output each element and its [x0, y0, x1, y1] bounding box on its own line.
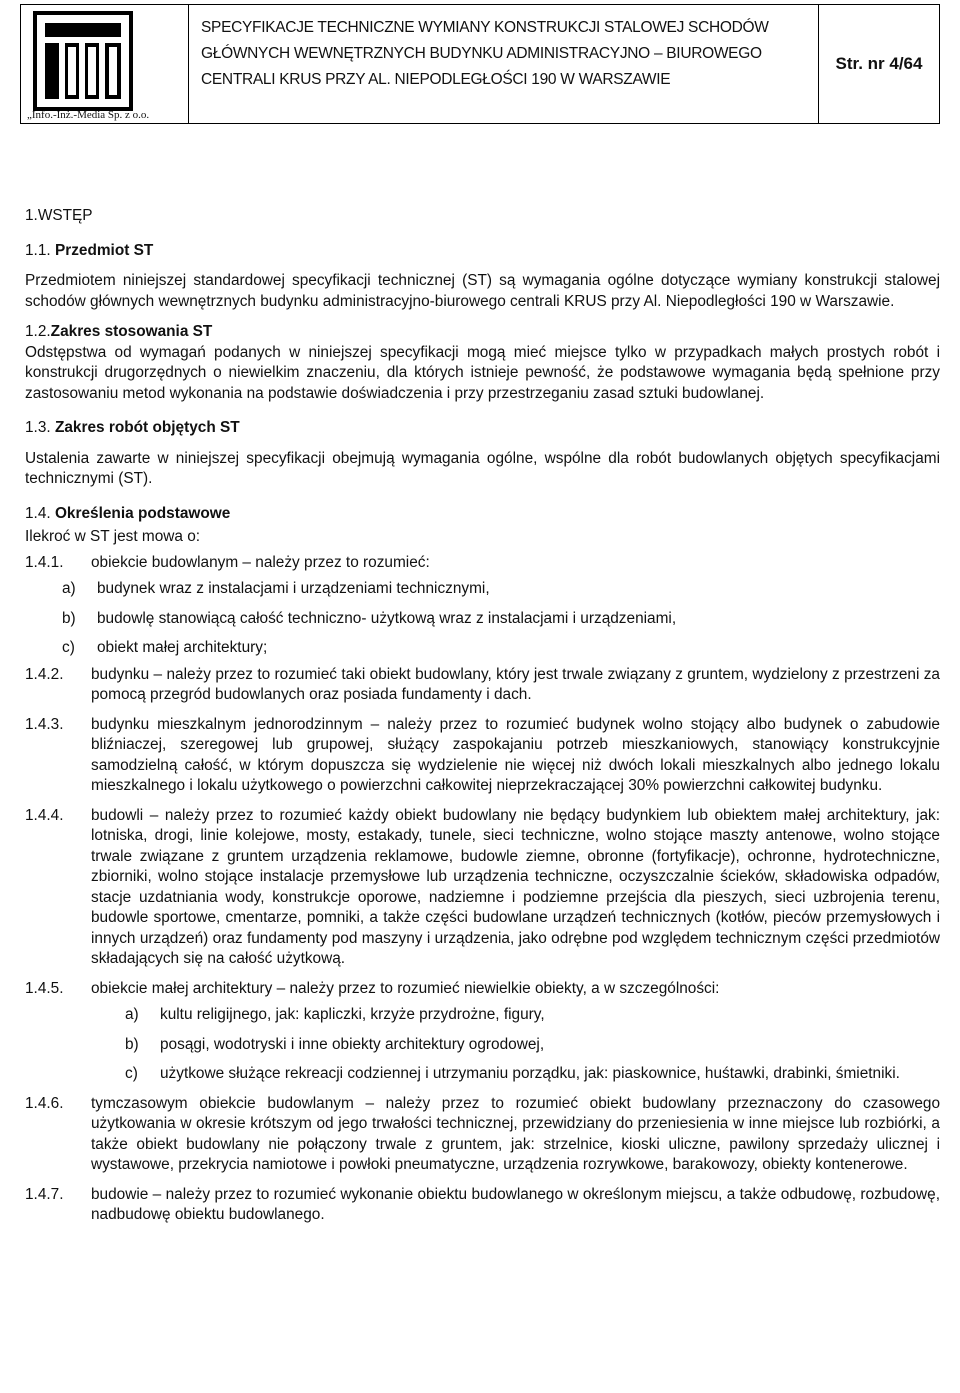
item-number: 1.4.4. — [25, 806, 64, 824]
section-number: 1.3. — [25, 419, 51, 436]
section-1-3-text: Ustalenia zawarte w niniejszej specyfikacji obejmują wymagania ogólne, wspólne dla robót budowlanych objętych specyfikacjami technicznymi (ST). — [25, 449, 940, 487]
definition-1-4-1-a — [62, 579, 940, 600]
item-number: 1.4.2. — [25, 665, 64, 683]
item-letter: b) — [125, 1035, 139, 1053]
item-text: posągi, wodotryski i inne obiekty architektury ogrodowej, — [160, 1035, 545, 1053]
company-name: „Info.-Inż.-Media Sp. z o.o. — [27, 109, 150, 121]
title-line-2: GŁÓWNYCH WEWNĘTRZNYCH BUDYNKU ADMINISTRACYJNO – BIUROWEGO — [201, 45, 762, 62]
item-text: obiekcie małej architektury – należy przez to rozumieć niewielkie obiekty, a w szczególności: — [91, 979, 720, 997]
company-logo — [33, 11, 133, 111]
item-number: 1.4.7. — [25, 1185, 64, 1203]
item-text: budowlę stanowiącą całość techniczno- użytkową wraz z instalacjami i urządzeniami, — [97, 609, 677, 627]
page-number: Str. nr 4/64 — [835, 54, 923, 73]
item-number: 1.4.5. — [25, 979, 64, 997]
definition-1-4-6 — [25, 1094, 940, 1176]
item-letter: a) — [62, 580, 76, 597]
section-1-1-text: Przedmiotem niniejszej standardowej specyfikacji technicznej (ST) są wymagania ogólne dotyczące wymiany konstrukcji stalowej schodów głównych wewnętrznych budynku administracyjno-biurowego centrali KRUS przy Al. Niepodległości 190 w Warszawie. — [25, 272, 940, 310]
section-number: 1.4. — [25, 504, 51, 522]
item-letter: c) — [125, 1065, 138, 1082]
item-text: obiekt małej architektury; — [97, 639, 268, 656]
title-line-3: CENTRALI KRUS PRZY AL. NIEPODLEGŁOŚCI 190 W WARSZAWIE — [201, 71, 671, 88]
title-line-1: SPECYFIKACJE TECHNICZNE WYMIANY KONSTRUKCJI STALOWEJ SCHODÓW — [201, 19, 769, 36]
item-number: 1.4.3. — [25, 715, 64, 733]
section-1-2-heading — [25, 322, 940, 343]
definition-1-4-5-c — [125, 1064, 940, 1085]
item-letter: a) — [125, 1006, 139, 1023]
document-body — [25, 206, 940, 1226]
item-text: budynku – należy przez to rozumieć taki obiekt budowlany, który jest trwale związany z gruntem, wydzielony z przestrzeni za pomocą przegród budowlanych oraz posiada fundamenty i dach. — [91, 665, 940, 703]
item-number: 1.4.6. — [25, 1094, 64, 1112]
definition-1-4-5-b — [125, 1035, 940, 1056]
item-text: kultu religijnego, jak: kapliczki, krzyże przydrożne, figury, — [160, 1006, 545, 1023]
item-text: budynku mieszkalnym jednorodzinnym – należy przez to rozumieć budynek wolno stojący albo budynek o zabudowie bliźniaczej, szeregowej lub grupowej, służący zaspokajaniu potrzeb mieszkaniowych, stanowiący konstrukcyjnie samodzielną całość, w którym dopuszcza się wydzielenie nie więcej niż dwóch lokali mieszkalnych albo jednego lokalu mieszkalnego i lokalu użytkowego o powierzchni całkowitej nieprzekraczającej 30% powierzchni całkowitej budynku. — [91, 715, 940, 794]
section-title: Zakres stosowania ST — [50, 323, 213, 340]
item-letter: b) — [62, 609, 76, 627]
definition-1-4-5 — [25, 979, 940, 1000]
section-1-2-text: Odstępstwa od wymagań podanych w niniejszej specyfikacji mogą mieć miejsce tylko w przypadkach małych prostych robót i konstrukcji drugorzędnych o niewielkim znaczeniu, dla których istnieje pewność, że podstawowe wymagania będą spełnione przy zastosowaniu metod wykonania na podstawie doświadczenia i przy przestrzeganiu zasad sztuki budowlanej. — [25, 343, 940, 402]
item-text: budynek wraz z instalacjami i urządzeniami technicznymi, — [97, 580, 490, 597]
chapter-heading: 1.WSTĘP — [25, 207, 93, 224]
definition-1-4-7 — [25, 1185, 940, 1226]
definition-1-4-3 — [25, 715, 940, 797]
item-number: 1.4.1. — [25, 553, 64, 571]
section-number: 1.2. — [25, 323, 51, 340]
item-text: obiekcie budowlanym – należy przez to rozumieć: — [91, 553, 430, 571]
item-text: budowie – należy przez to rozumieć wykonanie obiektu budowlanego w określonym miejscu, a także odbudowę, rozbudowę, nadbudowę obiektu budowlanego. — [91, 1185, 940, 1223]
definition-1-4-2 — [25, 665, 940, 706]
section-number: 1.1. — [25, 241, 51, 259]
definition-1-4-1-b — [62, 609, 940, 630]
item-text: budowli – należy przez to rozumieć każdy obiekt budowlany nie będący budynkiem lub obiektem małej architektury, jak: lotniska, drogi, linie kolejowe, mosty, estakady, tunele, sieci techniczne, wolno stojące maszty antenowe, wolno stojące trwale związane z gruntem urządzenia reklamowe, budowle ziemne, obronne (fortyfikacje), ochronne, hydrotechniczne, zbiorniki, wolno stojące instalacje przemysłowe lub urządzenia techniczne, oczyszczalnie ścieków, składowiska odpadów, stacje uzdatniania wody, konstrukcje oporowe, nadziemne i podziemne przejścia dla pieszych, sieci uzbrojenia terenu, budowle sportowe, cmentarze, pomniki, a także części budowlane urządzeń technicznych (kotłów, pieców przemysłowych i innych urządzeń) oraz fundamenty pod maszyny i urządzenia, jako odrębne pod względem technicznym części przedmiotów składających się na całość użytkową. — [91, 806, 940, 967]
item-text: użytkowe służące rekreacji codziennej i utrzymaniu porządku, jak: piaskownice, huśtawki, drabinki, śmietniki. — [160, 1065, 900, 1082]
section-title: Przedmiot ST — [54, 241, 154, 259]
section-1-1-heading — [25, 241, 940, 262]
item-letter: c) — [62, 639, 75, 656]
section-1-4-heading — [25, 504, 940, 525]
page-header — [20, 4, 940, 124]
definition-1-4-4 — [25, 806, 940, 970]
logo-cell — [21, 5, 189, 123]
section-title: Określenia podstawowe — [54, 504, 231, 522]
section-1-3-heading — [25, 418, 940, 439]
definition-1-4-1-c — [62, 638, 940, 659]
section-title: Zakres robót objętych ST — [54, 419, 240, 436]
definition-1-4-1 — [25, 553, 940, 574]
section-1-4-intro: Ilekroć w ST jest mowa o: — [25, 528, 201, 545]
definition-1-4-5-a — [125, 1005, 940, 1026]
document-title — [189, 5, 819, 123]
item-text: tymczasowym obiekcie budowlanym – należy przez to rozumieć obiekt budowlany przeznaczony do czasowego użytkowania w okresie krótszym od jego trwałości technicznej, przewidziany do przeniesienia w inne miejsce lub rozbiórki, a także obiekt budowlany nie połączony trwale z gruntem, jak: strzelnice, kioski uliczne, pawilony sprzedaży ulicznej i wystawowe, przekrycia namiotowe i powłoki pneumatyczne, urządzenia rozrywkowe, barakowozy, obiekty kontenerowe. — [91, 1094, 940, 1173]
